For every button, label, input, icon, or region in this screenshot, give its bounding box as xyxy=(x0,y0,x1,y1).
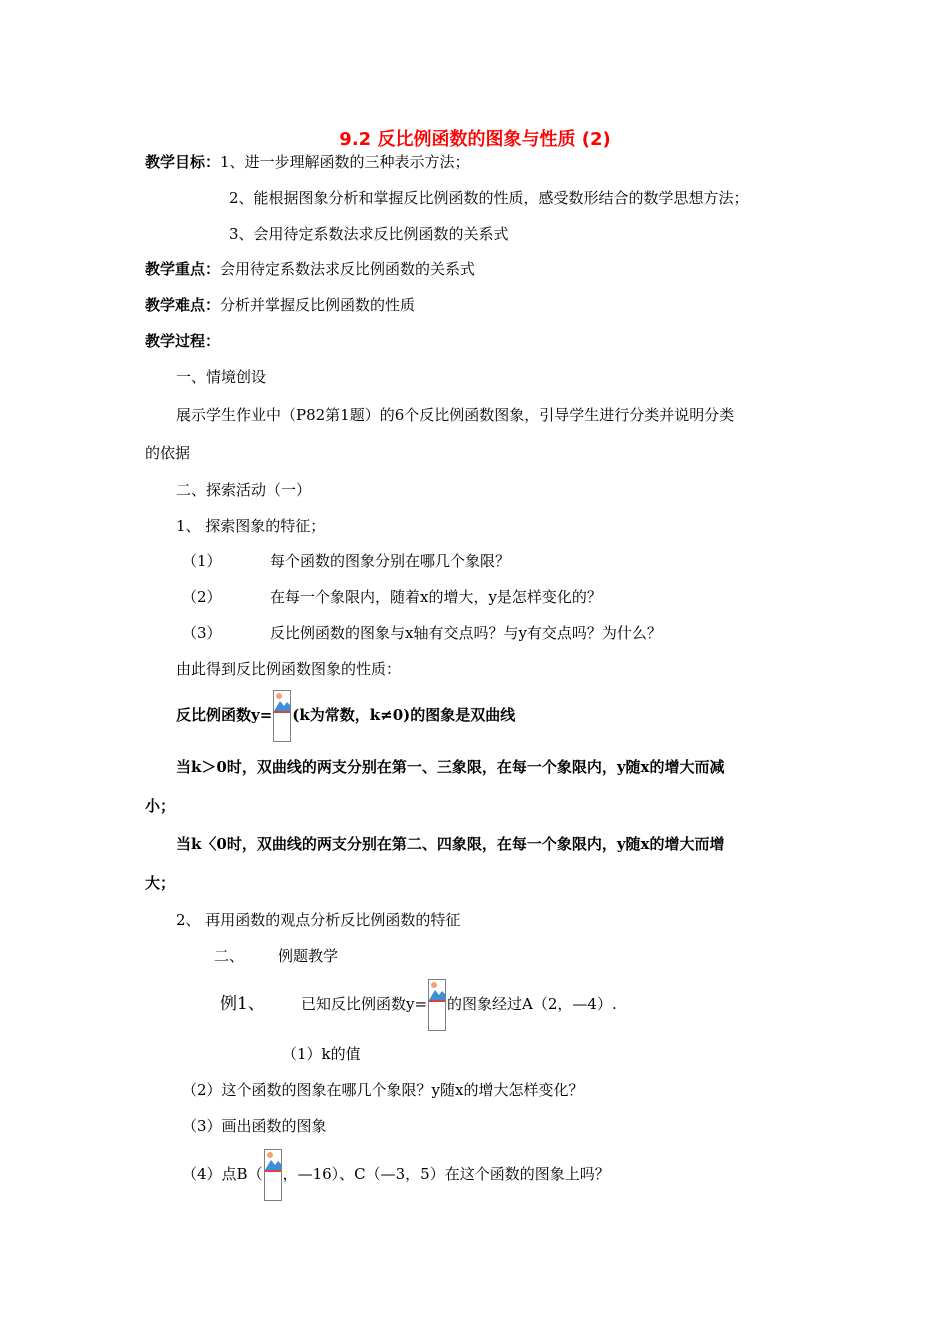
difficulty-label: 教学难点： xyxy=(145,296,221,314)
property-1-suffix: (k为常数，k≠0)的图象是双曲线 xyxy=(292,706,516,724)
section2-item-2: 2、 再用函数的观点分析反比例函数的特征 xyxy=(176,911,461,929)
section1-paragraph-line-1: 展示学生作业中（P82第1题）的6个反比例函数图象，引导学生进行分类并说明分类 xyxy=(176,406,735,424)
question-3-number: （3） xyxy=(182,624,222,642)
process-label: 教学过程： xyxy=(145,332,221,350)
fraction-image-icon xyxy=(273,690,291,742)
property-3-line-1: 当k〈0时，双曲线的两支分别在第二、四象限，在每一个象限内，y随x的增大而增 xyxy=(176,835,725,853)
example-label: 例1、 xyxy=(220,994,265,1014)
property-2-line-1: 当k＞0时，双曲线的两支分别在第一、三象限，在每一个象限内，y随x的增大而减 xyxy=(176,758,725,776)
example-question-4-prefix: （4）点B（ xyxy=(182,1165,263,1183)
property-3-line-2: 大； xyxy=(145,874,176,892)
example-question-4-suffix: ，—16）、C（—3，5）在这个函数的图象上吗？ xyxy=(282,1165,610,1183)
question-1-number: （1） xyxy=(182,552,222,570)
difficulty-text: 分析并掌握反比例函数的性质 xyxy=(220,296,416,314)
question-3-text: 反比例函数的图象与x轴有交点吗？与y有交点吗？为什么？ xyxy=(270,624,662,642)
section2-item-1: 1、 探索图象的特征； xyxy=(176,517,326,535)
property-1 xyxy=(176,689,515,742)
objective-item-3: 3、会用待定系数法求反比例函数的关系式 xyxy=(229,225,509,243)
fraction-image-icon xyxy=(264,1149,282,1201)
objectives-line-1 xyxy=(145,152,470,172)
objective-item-1: 1、进一步理解函数的三种表示方法； xyxy=(220,153,470,171)
fraction-image-icon xyxy=(428,979,446,1031)
derive-text: 由此得到反比例函数图象的性质： xyxy=(176,660,402,678)
section2-heading: 二、探索活动（一） xyxy=(176,481,312,499)
difficulty-line xyxy=(145,295,415,315)
example-statement xyxy=(301,978,617,1031)
example-question-3: （3）画出函数的图象 xyxy=(182,1117,327,1135)
section3-heading: 例题教学 xyxy=(278,947,339,965)
question-2-text: 在每一个象限内，随着x的增大，y是怎样变化的？ xyxy=(270,588,602,606)
example-question-1: （1）k的值 xyxy=(282,1045,361,1063)
objectives-label: 教学目标： xyxy=(145,153,221,171)
section1-heading: 一、情境创设 xyxy=(176,368,267,386)
key-point-text: 会用待定系数法求反比例函数的关系式 xyxy=(220,260,476,278)
example-prefix: 已知反比例函数y= xyxy=(301,995,428,1013)
section1-paragraph-line-2: 的依据 xyxy=(145,444,191,462)
property-1-prefix: 反比例函数y= xyxy=(176,706,273,724)
key-point-line xyxy=(145,259,475,279)
page-title: 9.2 反比例函数的图象与性质 (2) xyxy=(339,129,611,150)
question-2-number: （2） xyxy=(182,588,222,606)
example-question-2: （2）这个函数的图象在哪几个象限？y随x的增大怎样变化？ xyxy=(182,1081,584,1099)
example-question-4 xyxy=(182,1148,610,1201)
example-suffix: 的图象经过A（2，—4）. xyxy=(447,995,617,1013)
property-2-line-2: 小； xyxy=(145,797,176,815)
question-1-text: 每个函数的图象分别在哪几个象限？ xyxy=(270,552,511,570)
objective-item-2: 2、能根据图象分析和掌握反比例函数的性质，感受数形结合的数学思想方法； xyxy=(229,189,749,207)
section3-number: 二、 xyxy=(214,947,245,965)
key-point-label: 教学重点： xyxy=(145,260,221,278)
